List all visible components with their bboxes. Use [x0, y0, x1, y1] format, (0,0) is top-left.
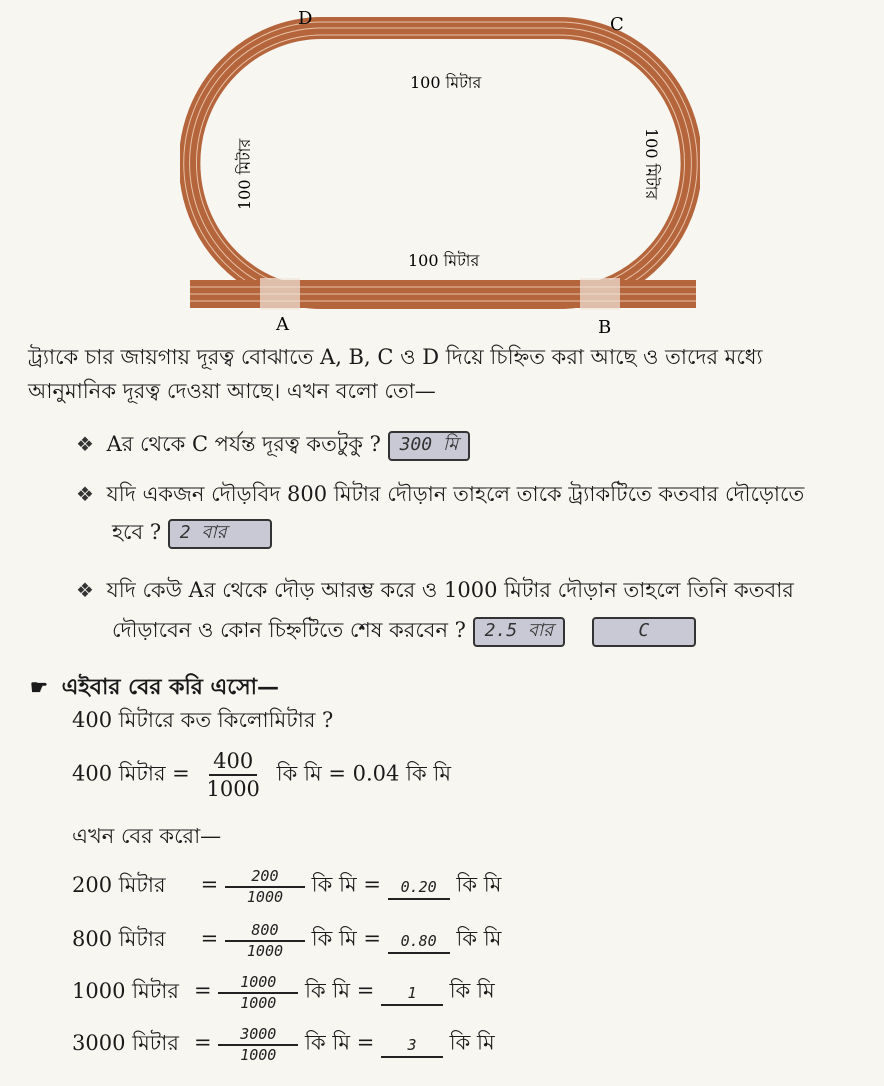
row-1-numerator: 200	[225, 866, 305, 888]
example-numerator: 400	[209, 748, 257, 776]
label-c: C	[610, 14, 624, 35]
running-track-diagram	[180, 0, 700, 340]
intro-line-2: আনুমানিক দূরত্ব দেওয়া আছে। এখন বলো তো—	[28, 379, 436, 403]
example-conversion	[72, 748, 451, 802]
intro-line-1: ট্র্যাকে চার জায়গায় দূরত্ব বোঝাতে A, B, C ও D দিয়ে চিহ্নিত করা আছে ও তাদের মধ্যে	[28, 345, 763, 369]
row-4-numerator: 3000	[218, 1024, 298, 1046]
question-3-answer-2: C	[592, 617, 696, 647]
label-a: A	[276, 314, 289, 335]
row-3-result: 1	[381, 982, 443, 1006]
label-b: B	[598, 317, 612, 338]
section-heading-text: এইবার বের করি এসো—	[61, 674, 280, 700]
diamond-bullet-icon: ❖	[76, 578, 94, 602]
row-4-fraction	[218, 1024, 298, 1064]
intro-text	[28, 340, 763, 408]
question-2-line2	[112, 516, 272, 551]
distance-right: 100 মিটার	[642, 128, 661, 200]
question-2-text-line2: হবে ?	[112, 520, 162, 544]
example-lhs: 400 মিটার =	[72, 761, 190, 786]
distance-left: 100 মিটার	[235, 138, 254, 210]
question-1-text: Aর থেকে C পর্যন্ত দূরত্ব কতটুকু ?	[106, 432, 381, 456]
question-3-line2	[112, 614, 696, 649]
question-3-text-line1: যদি কেউ Aর থেকে দৌড় আরম্ভ করে ও 1000 মিটার দৌড়ান তাহলে তিনি কতবার	[106, 578, 794, 602]
row-2-denominator: 1000	[246, 942, 284, 960]
row-3-unit: কি মি	[304, 978, 351, 1003]
diamond-bullet-icon: ❖	[76, 432, 94, 456]
example-denominator: 1000	[206, 777, 260, 801]
diamond-bullet-icon: ❖	[76, 482, 94, 506]
row-1-fraction	[225, 866, 305, 906]
row-4-unit: কি মি	[304, 1030, 351, 1055]
instruction: এখন বের করো—	[72, 824, 222, 848]
row-4-denominator: 1000	[240, 1046, 277, 1064]
row-3-unit2: কি মি	[449, 978, 495, 1003]
row-1-unit: কি মি	[311, 872, 357, 897]
row-4-unit2: কি মি	[449, 1030, 495, 1055]
conversion-row-3: 1000 মিটার = $\frac{1000}{1000}$ কি মি = 1 কি মি	[72, 973, 495, 1012]
example-result: কি মি = 0.04 কি মি	[276, 761, 452, 786]
question-3-answer-1: 2.5 বার	[473, 617, 566, 647]
row-2-numerator: 800	[225, 920, 305, 942]
question-3-text-line2: দৌড়াবেন ও কোন চিহ্নটিতে শেষ করবেন ?	[112, 618, 466, 642]
question-3	[76, 574, 794, 609]
label-d: D	[298, 8, 313, 29]
row-2-result: 0.80	[388, 930, 450, 954]
distance-top: 100 মিটার	[410, 73, 482, 92]
distance-bottom: 100 মিটার	[408, 251, 480, 270]
question-2	[76, 478, 804, 513]
row-2-lhs: 800 মিটার	[72, 926, 166, 951]
row-3-lhs: 1000 মিটার	[72, 978, 179, 1003]
row-3-fraction	[218, 972, 298, 1012]
row-2-unit2: কি মি	[456, 926, 502, 951]
question-2-answer: 2 বার	[168, 519, 272, 549]
row-3-denominator: 1000	[240, 994, 277, 1012]
section-question: 400 মিটারে কত কিলোমিটার ?	[72, 708, 334, 732]
example-fraction	[202, 748, 263, 802]
pointing-hand-icon: ☛	[30, 675, 48, 699]
row-3-numerator: 1000	[218, 972, 298, 994]
row-1-denominator: 1000	[246, 888, 284, 906]
row-1-result: 0.20	[388, 876, 450, 900]
row-2-unit: কি মি	[311, 926, 357, 951]
row-1-lhs: 200 মিটার	[72, 872, 166, 897]
section-heading	[30, 670, 279, 707]
question-1	[76, 428, 470, 463]
question-1-answer: 300 মি	[388, 431, 471, 461]
row-4-lhs: 3000 মিটার	[72, 1030, 179, 1055]
row-2-fraction	[225, 920, 305, 960]
conversion-row-2: 800 মিটার = $\frac{800}{1000}$ কি মি = 0.80 কি মি	[72, 921, 502, 960]
conversion-row-4: 3000 মিটার = $\frac{3000}{1000}$ কি মি = 3 কি মি	[72, 1025, 495, 1064]
row-4-result: 3	[381, 1034, 443, 1058]
conversion-row-1: 200 মিটার = $\frac{200}{1000}$ কি মি = 0.20 কি মি	[72, 867, 502, 906]
row-1-unit2: কি মি	[456, 872, 502, 897]
question-2-text-line1: যদি একজন দৌড়বিদ 800 মিটার দৌড়ান তাহলে তাকে ট্র্যাকটিতে কতবার দৌড়োতে	[106, 482, 805, 506]
